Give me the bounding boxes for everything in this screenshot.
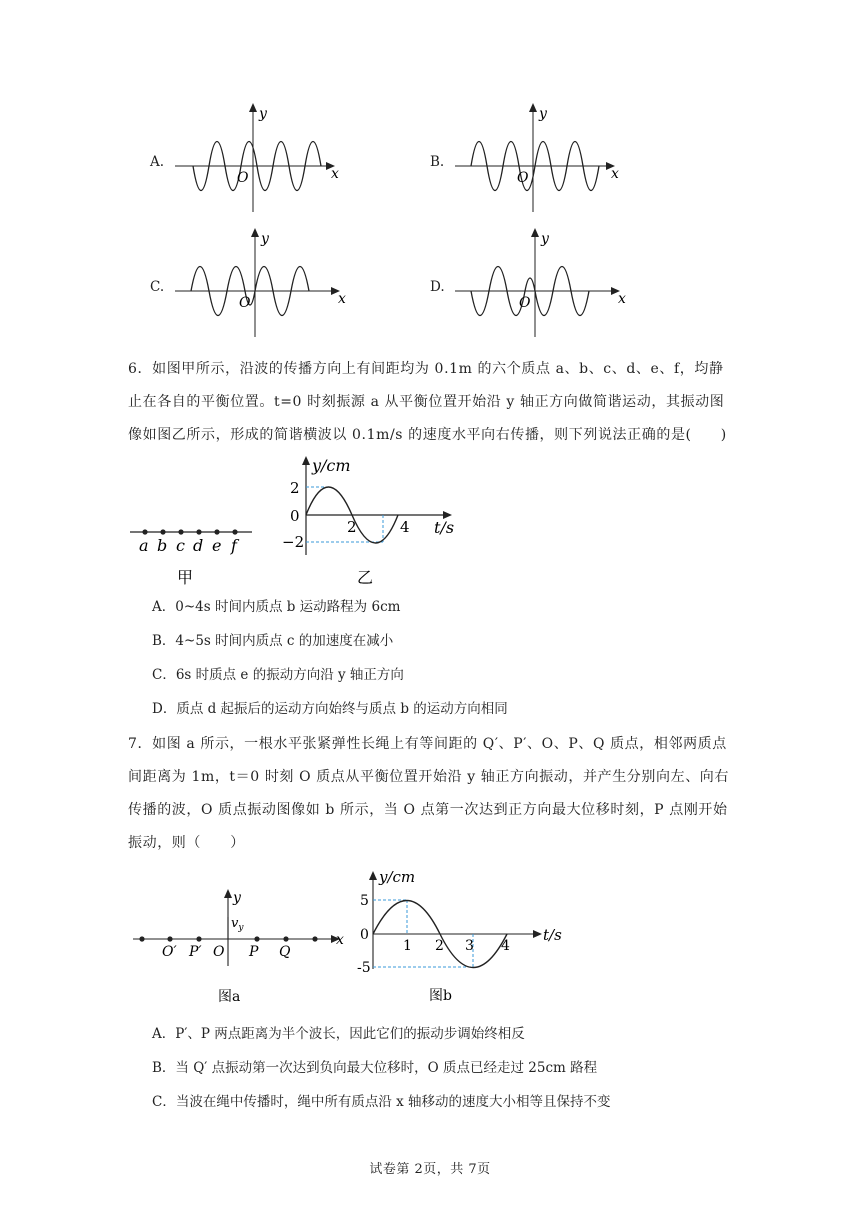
q6-figure-jia bbox=[125, 515, 260, 590]
y-axis-label: y/cm bbox=[379, 868, 416, 886]
q6-figure-yi bbox=[282, 455, 462, 590]
point-label-p: P bbox=[249, 944, 259, 960]
q6-stem-line3: 像如图乙所示，形成的简谐横波以 0.1m/s 的速度水平向右传播，则下列说法正确的是( ) bbox=[128, 427, 727, 443]
x-axis-label: t/s bbox=[434, 518, 455, 537]
origin-label: O bbox=[239, 295, 251, 311]
y-tick-0: 0 bbox=[290, 507, 300, 525]
y-axis-label: y bbox=[541, 231, 549, 247]
point-label-b: b bbox=[157, 536, 168, 555]
q6-option-c: C．6s 时质点 e 的振动方向沿 y 轴正方向 bbox=[152, 667, 404, 683]
y-tick-neg5: -5 bbox=[357, 960, 371, 976]
x-axis-label: x bbox=[611, 166, 619, 182]
y-tick-0: 0 bbox=[360, 927, 369, 943]
q5-option-c bbox=[150, 225, 360, 340]
point-label-q-prime: O′ bbox=[162, 944, 177, 960]
option-letter: D. bbox=[430, 279, 445, 295]
wave-graph-a bbox=[175, 100, 350, 215]
x-axis-label: x bbox=[336, 932, 344, 948]
x-axis-label: x bbox=[618, 291, 626, 307]
point-label-d: d bbox=[193, 536, 204, 555]
q6-option-a: A．0~4s 时间内质点 b 运动路程为 6cm bbox=[152, 599, 401, 615]
q7-figure-a bbox=[130, 882, 350, 1007]
y-axis-label: y bbox=[539, 106, 547, 122]
x-axis-label: t/s bbox=[543, 926, 562, 944]
q6-option-d: D．质点 d 起振后的运动方向始终与质点 b 的运动方向相同 bbox=[152, 701, 508, 717]
q7-stem-line4: 振动，则（ ） bbox=[128, 835, 245, 851]
x-tick-4: 4 bbox=[501, 938, 510, 954]
origin-label: O bbox=[517, 170, 529, 186]
x-tick-3: 3 bbox=[465, 938, 474, 954]
q7-option-c: C．当波在绳中传播时，绳中所有质点沿 x 轴移动的速度大小相等且保持不变 bbox=[152, 1094, 611, 1110]
figure-caption: 图a bbox=[218, 989, 241, 1005]
point-label-a: a bbox=[139, 536, 149, 555]
wave-graph-b bbox=[455, 100, 630, 215]
point-label-f: f bbox=[231, 536, 237, 555]
q7-stem-line1: 7．如图 a 所示，一根水平张紧弹性长绳上有等间距的 Q′、P′、O、P、Q 质点，相邻两质点 bbox=[128, 736, 727, 752]
q7-stem-line3: 传播的波，O 质点振动图像如 b 所示，当 O 点第一次达到正方向最大位移时刻，P 点刚开始 bbox=[128, 802, 728, 818]
wave-graph-d bbox=[455, 225, 640, 340]
velocity-label: $v_y$ bbox=[231, 916, 244, 933]
figure-caption: 图b bbox=[429, 988, 452, 1004]
x-tick-1: 1 bbox=[403, 938, 412, 954]
q5-option-a bbox=[150, 100, 350, 215]
q6-stem-line1: 6．如图甲所示，沿波的传播方向上有间距均为 0.1m 的六个质点 a、b、c、d、e、f，均静 bbox=[128, 361, 724, 377]
q6-stem-line2: 止在各自的平衡位置。t=0 时刻振源 a 从平衡位置开始沿 y 轴正方向做简谐运动，其振动图 bbox=[128, 394, 725, 410]
origin-label: O bbox=[519, 295, 531, 311]
q6-option-b: B．4~5s 时间内质点 c 的加速度在减小 bbox=[152, 633, 394, 649]
y-axis-label: y bbox=[259, 106, 267, 122]
y-axis-label: y bbox=[233, 890, 241, 906]
figure-caption: 甲 bbox=[177, 568, 194, 587]
q5-option-b bbox=[430, 100, 630, 215]
x-axis-label: x bbox=[331, 166, 339, 182]
q7-figure-b bbox=[357, 866, 567, 1006]
figure-caption: 乙 bbox=[357, 568, 374, 587]
option-letter: B. bbox=[430, 154, 445, 170]
x-tick-2: 2 bbox=[435, 938, 444, 954]
wave-graph-c bbox=[175, 225, 360, 340]
x-axis-label: x bbox=[338, 291, 346, 307]
origin-label: O bbox=[237, 170, 249, 186]
q7-stem-line2: 间距离为 1m，t＝0 时刻 O 质点从平衡位置开始沿 y 轴正方向振动，并产生分别向左、向右 bbox=[128, 769, 730, 785]
point-label-e: e bbox=[212, 536, 222, 555]
point-label-c: c bbox=[176, 536, 185, 555]
x-tick-2: 2 bbox=[347, 518, 357, 536]
point-label-q: Q bbox=[279, 944, 291, 960]
y-tick-5: 5 bbox=[360, 893, 369, 909]
y-axis-label: y bbox=[261, 231, 269, 247]
x-tick-4: 4 bbox=[400, 518, 410, 536]
option-letter: A. bbox=[150, 154, 165, 170]
option-letter: C. bbox=[150, 279, 165, 295]
page-footer: 试卷第 2页，共 7页 bbox=[369, 1162, 491, 1177]
y-tick-2: 2 bbox=[290, 479, 300, 497]
q5-option-d bbox=[430, 225, 640, 340]
point-label-p-prime: P′ bbox=[189, 944, 202, 960]
q7-option-b: B．当 Q′ 点振动第一次达到负向最大位移时，O 质点已经走过 25cm 路程 bbox=[152, 1060, 598, 1076]
y-axis-label: y/cm bbox=[312, 456, 351, 475]
point-label-o: O bbox=[213, 944, 225, 960]
q7-option-a: A．P′、P 两点距离为半个波长，因此它们的振动步调始终相反 bbox=[152, 1026, 525, 1042]
y-tick-neg2: −2 bbox=[282, 533, 305, 551]
